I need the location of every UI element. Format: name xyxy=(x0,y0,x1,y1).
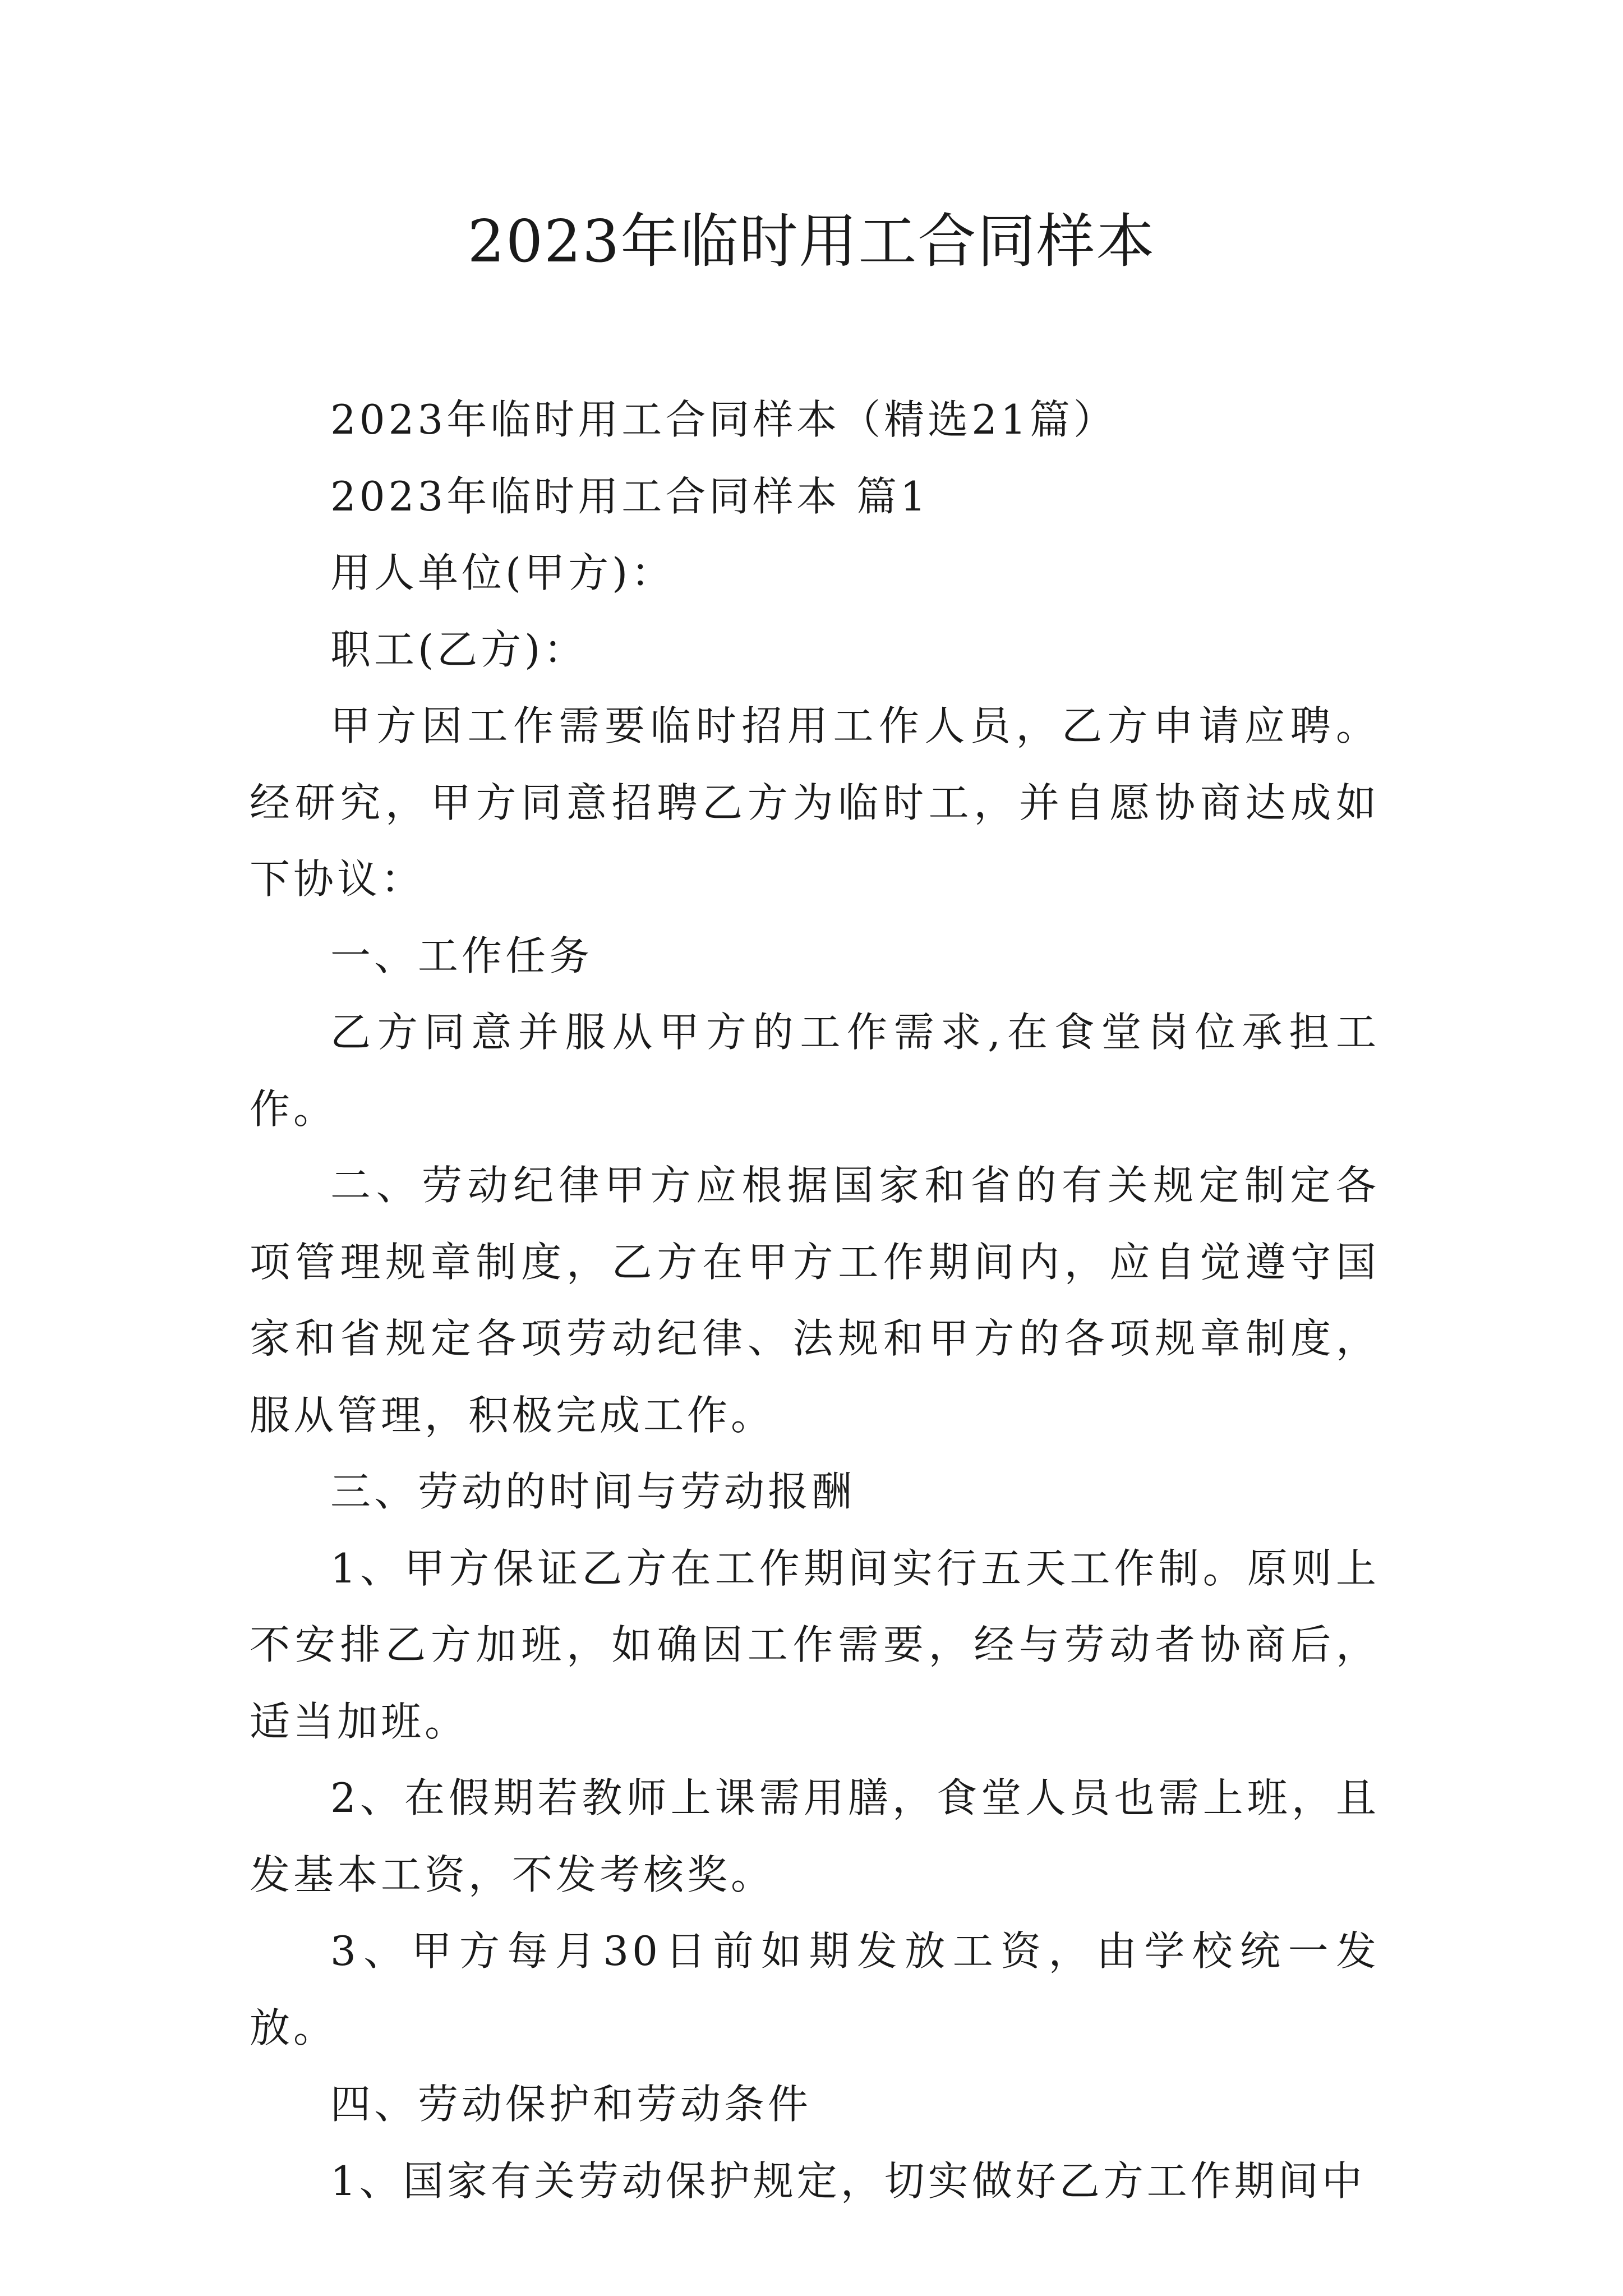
paragraph-clause-3-item-2: 2、在假期若教师上课需用膳，食堂人员也需上班，且发基本工资，不发考核奖。 xyxy=(250,1774,1380,1898)
paragraph-clause-1-heading: 一、工作任务 xyxy=(330,932,593,979)
paragraph-party-a: 用人单位(甲方)： xyxy=(330,549,675,596)
paragraph-clause-3-item-1: 1、甲方保证乙方在工作期间实行五天工作制。原则上不安排乙方加班，如确因工作需要，经与劳动者协商后，适当加班。 xyxy=(250,1544,1380,1745)
paragraph-section-heading: 2023年临时用工合同样本 篇1 xyxy=(330,472,929,520)
paragraph-clause-4-item-1: 1、国家有关劳动保护规定，切实做好乙方工作期间中 xyxy=(330,2157,1366,2205)
paragraph-party-b: 职工(乙方)： xyxy=(330,625,588,673)
paragraph-clause-3-heading: 三、劳动的时间与劳动报酬 xyxy=(330,1468,856,1515)
paragraph-clause-4-heading: 四、劳动保护和劳动条件 xyxy=(330,2081,812,2128)
paragraph-collection-heading: 2023年临时用工合同样本（精选21篇） xyxy=(330,396,1117,443)
document-body xyxy=(250,381,1380,2219)
paragraph-clause-3-item-3: 3、甲方每月30日前如期发放工资，由学校统一发放。 xyxy=(250,1927,1380,2051)
document-title: 2023年临时用工合同样本 xyxy=(467,207,1156,275)
paragraph-clause-2: 二、劳动纪律甲方应根据国家和省的有关规定制定各项管理规章制度，乙方在甲方工作期间内，应自觉遵守国家和省规定各项劳动纪律、法规和甲方的各项规章制度，服从管理，积极完成工作。 xyxy=(250,1162,1380,1439)
paragraph-preamble: 甲方因工作需要临时招用工作人员，乙方申请应聘。经研究，甲方同意招聘乙方为临时工，并自愿协商达成如下协议： xyxy=(250,702,1380,903)
paragraph-clause-1-body: 乙方同意并服从甲方的工作需求,在食堂岗位承担工作。 xyxy=(250,1009,1380,1133)
